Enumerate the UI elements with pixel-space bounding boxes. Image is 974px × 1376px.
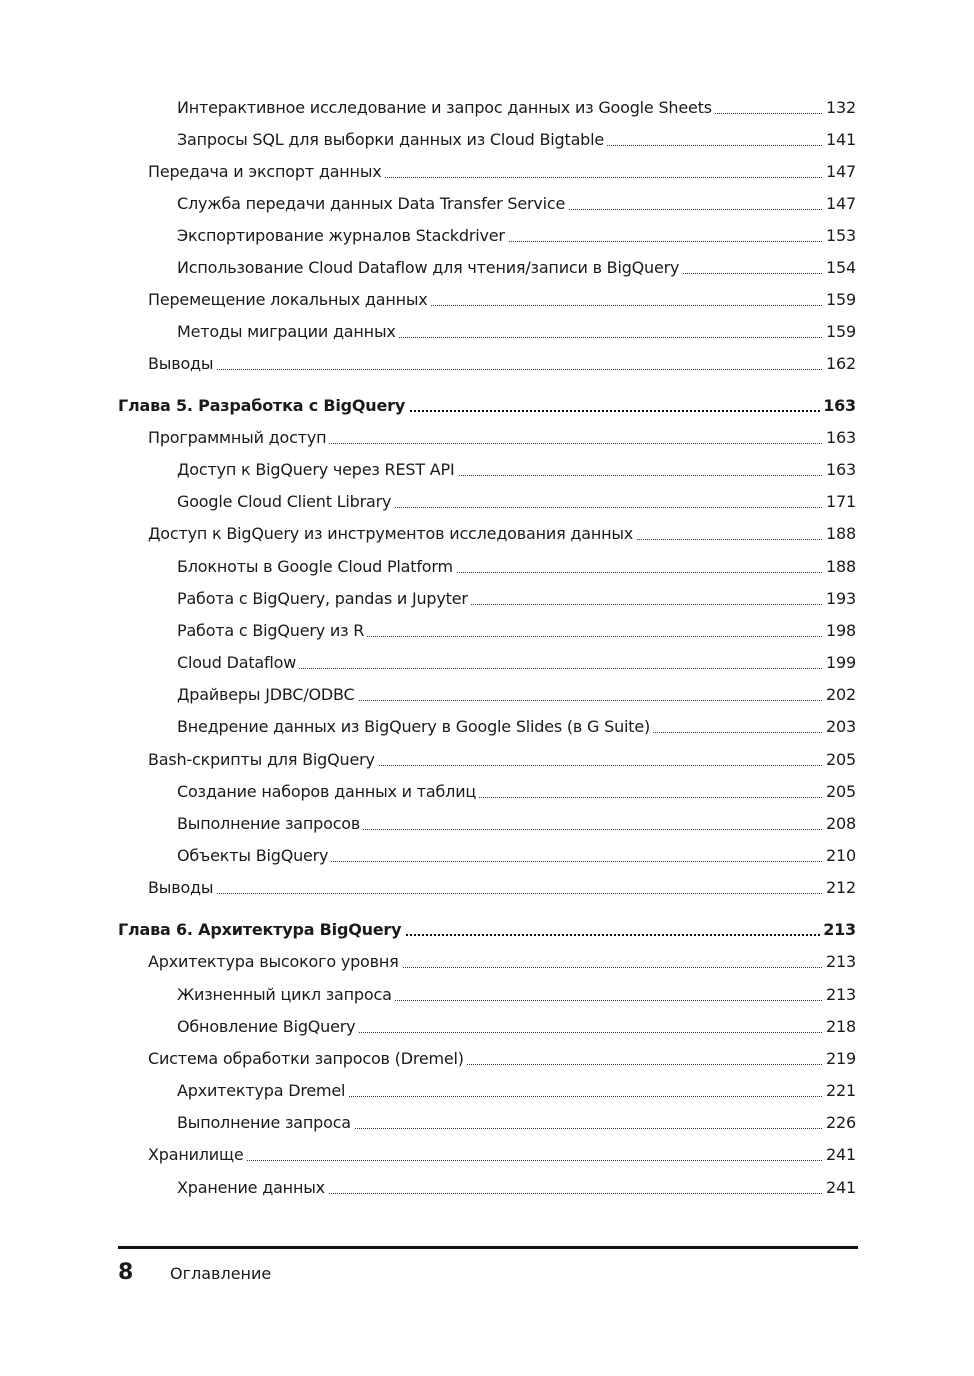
toc-entry-page: 205 [823,781,856,803]
toc-entry-page: 219 [823,1048,856,1070]
dot-leader [148,893,856,894]
toc-entry-page: 159 [823,289,856,311]
toc-entry-page: 213 [823,951,856,973]
toc-entry [0,225,974,247]
dot-leader [148,369,856,370]
toc-chapter-page: 213 [820,919,856,941]
toc-entry [0,951,974,973]
toc-entry-page: 162 [823,353,856,375]
toc-entry-page: 193 [823,588,856,610]
toc-entry [0,257,974,279]
toc-entry-title: Google Cloud Client Library [177,491,394,513]
footer-section-label: Оглавление [170,1264,272,1283]
toc-chapter-entry [0,919,974,941]
toc-entry [0,1144,974,1166]
toc-entry [0,1080,974,1102]
toc-entry-title: Интерактивное исследование и запрос данных из Google Sheets [177,97,715,119]
toc-entry-title: Работа с BigQuery, pandas и Jupyter [177,588,471,610]
toc-entry-page: 153 [823,225,856,247]
toc-entry [0,749,974,771]
toc-entry [0,97,974,119]
toc-entry-page: 241 [823,1144,856,1166]
toc-entry-page: 159 [823,321,856,343]
toc-entry-page: 202 [823,684,856,706]
toc-entry [0,877,974,899]
toc-entry [0,129,974,151]
toc-entry-page: 147 [823,161,856,183]
toc-entry [0,289,974,311]
toc-entry-page: 188 [823,523,856,545]
toc-entry [0,523,974,545]
toc-entry-title: Использование Cloud Dataflow для чтения/записи в BigQuery [177,257,682,279]
toc-entry-title: Экспортирование журналов Stackdriver [177,225,508,247]
toc-entry [0,620,974,642]
toc-entry-title: Доступ к BigQuery из инструментов исследования данных [148,523,636,545]
toc-entry-page: 163 [823,459,856,481]
toc-entry-page: 205 [823,749,856,771]
toc-entry-title: Внедрение данных из BigQuery в Google Slides (в G Suite) [177,716,653,738]
toc-entry-title: Выполнение запросов [177,813,363,835]
toc-entry [0,845,974,867]
toc-entry-title: Передача и экспорт данных [148,161,385,183]
toc-entry-title: Объекты BigQuery [177,845,331,867]
toc-entry-page: 141 [823,129,856,151]
toc-entry-title: Архитектура высокого уровня [148,951,402,973]
toc-entry-page: 171 [823,491,856,513]
toc-chapter-title: Глава 6. Архитектура BigQuery [118,919,404,941]
toc-entry [0,716,974,738]
toc-entry [0,813,974,835]
toc-entry-page: 221 [823,1080,856,1102]
toc-entry-title: Блокноты в Google Cloud Platform [177,556,456,578]
toc-entry-page: 208 [823,813,856,835]
toc-entry [0,588,974,610]
toc-entry-page: 188 [823,556,856,578]
toc-entry [0,1048,974,1070]
toc-entry [0,1112,974,1134]
toc-entry-title: Выводы [148,353,216,375]
toc-entry [0,652,974,674]
toc-chapter-title: Глава 5. Разработка с BigQuery [118,395,408,417]
toc-entry-title: Жизненный цикл запроса [177,984,395,1006]
toc-entry [0,684,974,706]
toc-entry [0,1177,974,1199]
toc-entry [0,161,974,183]
toc-entry-page: 154 [823,257,856,279]
dot-leader [148,1160,856,1161]
toc-entry-page: 198 [823,620,856,642]
toc-chapter-entry [0,395,974,417]
toc-chapter-page: 163 [820,395,856,417]
toc-entry [0,427,974,449]
toc-entry-title: Доступ к BigQuery через REST API [177,459,458,481]
footer-page-number: 8 [118,1260,134,1285]
toc-entry [0,984,974,1006]
toc-entry [0,321,974,343]
toc-entry [0,491,974,513]
toc-entry-title: Методы миграции данных [177,321,399,343]
toc-entry-page: 226 [823,1112,856,1134]
toc-entry-page: 132 [823,97,856,119]
toc-entry-title: Работа с BigQuery из R [177,620,367,642]
toc-entry-title: Хранение данных [177,1177,328,1199]
toc-entry-page: 210 [823,845,856,867]
toc-entry-title: Cloud Dataflow [177,652,299,674]
toc-entry-title: Служба передачи данных Data Transfer Service [177,193,568,215]
toc-entry [0,1016,974,1038]
toc-entry [0,459,974,481]
toc-entry [0,556,974,578]
toc-entry-title: Запросы SQL для выборки данных из Cloud Bigtable [177,129,607,151]
toc-entry-title: Создание наборов данных и таблиц [177,781,479,803]
toc-entry-page: 163 [823,427,856,449]
toc-entry [0,193,974,215]
toc-entry-page: 147 [823,193,856,215]
toc-entry-page: 218 [823,1016,856,1038]
toc-entry-title: Выполнение запроса [177,1112,354,1134]
toc-entry-title: Хранилище [148,1144,247,1166]
toc-entry-title: Выводы [148,877,216,899]
toc-entry-title: Архитектура Dremel [177,1080,348,1102]
toc-entry-page: 213 [823,984,856,1006]
toc-entry-page: 203 [823,716,856,738]
footer-rule [118,1246,858,1249]
toc-entry [0,353,974,375]
toc-entry-title: Bash-скрипты для BigQuery [148,749,378,771]
toc-entry-page: 199 [823,652,856,674]
toc-entry-page: 212 [823,877,856,899]
toc-entry [0,781,974,803]
toc-entry-title: Драйверы JDBC/ODBC [177,684,358,706]
toc-entry-title: Перемещение локальных данных [148,289,431,311]
toc-entry-title: Обновление BigQuery [177,1016,358,1038]
toc-entry-title: Система обработки запросов (Dremel) [148,1048,467,1070]
toc-entry-page: 241 [823,1177,856,1199]
toc-entry-title: Программный доступ [148,427,329,449]
